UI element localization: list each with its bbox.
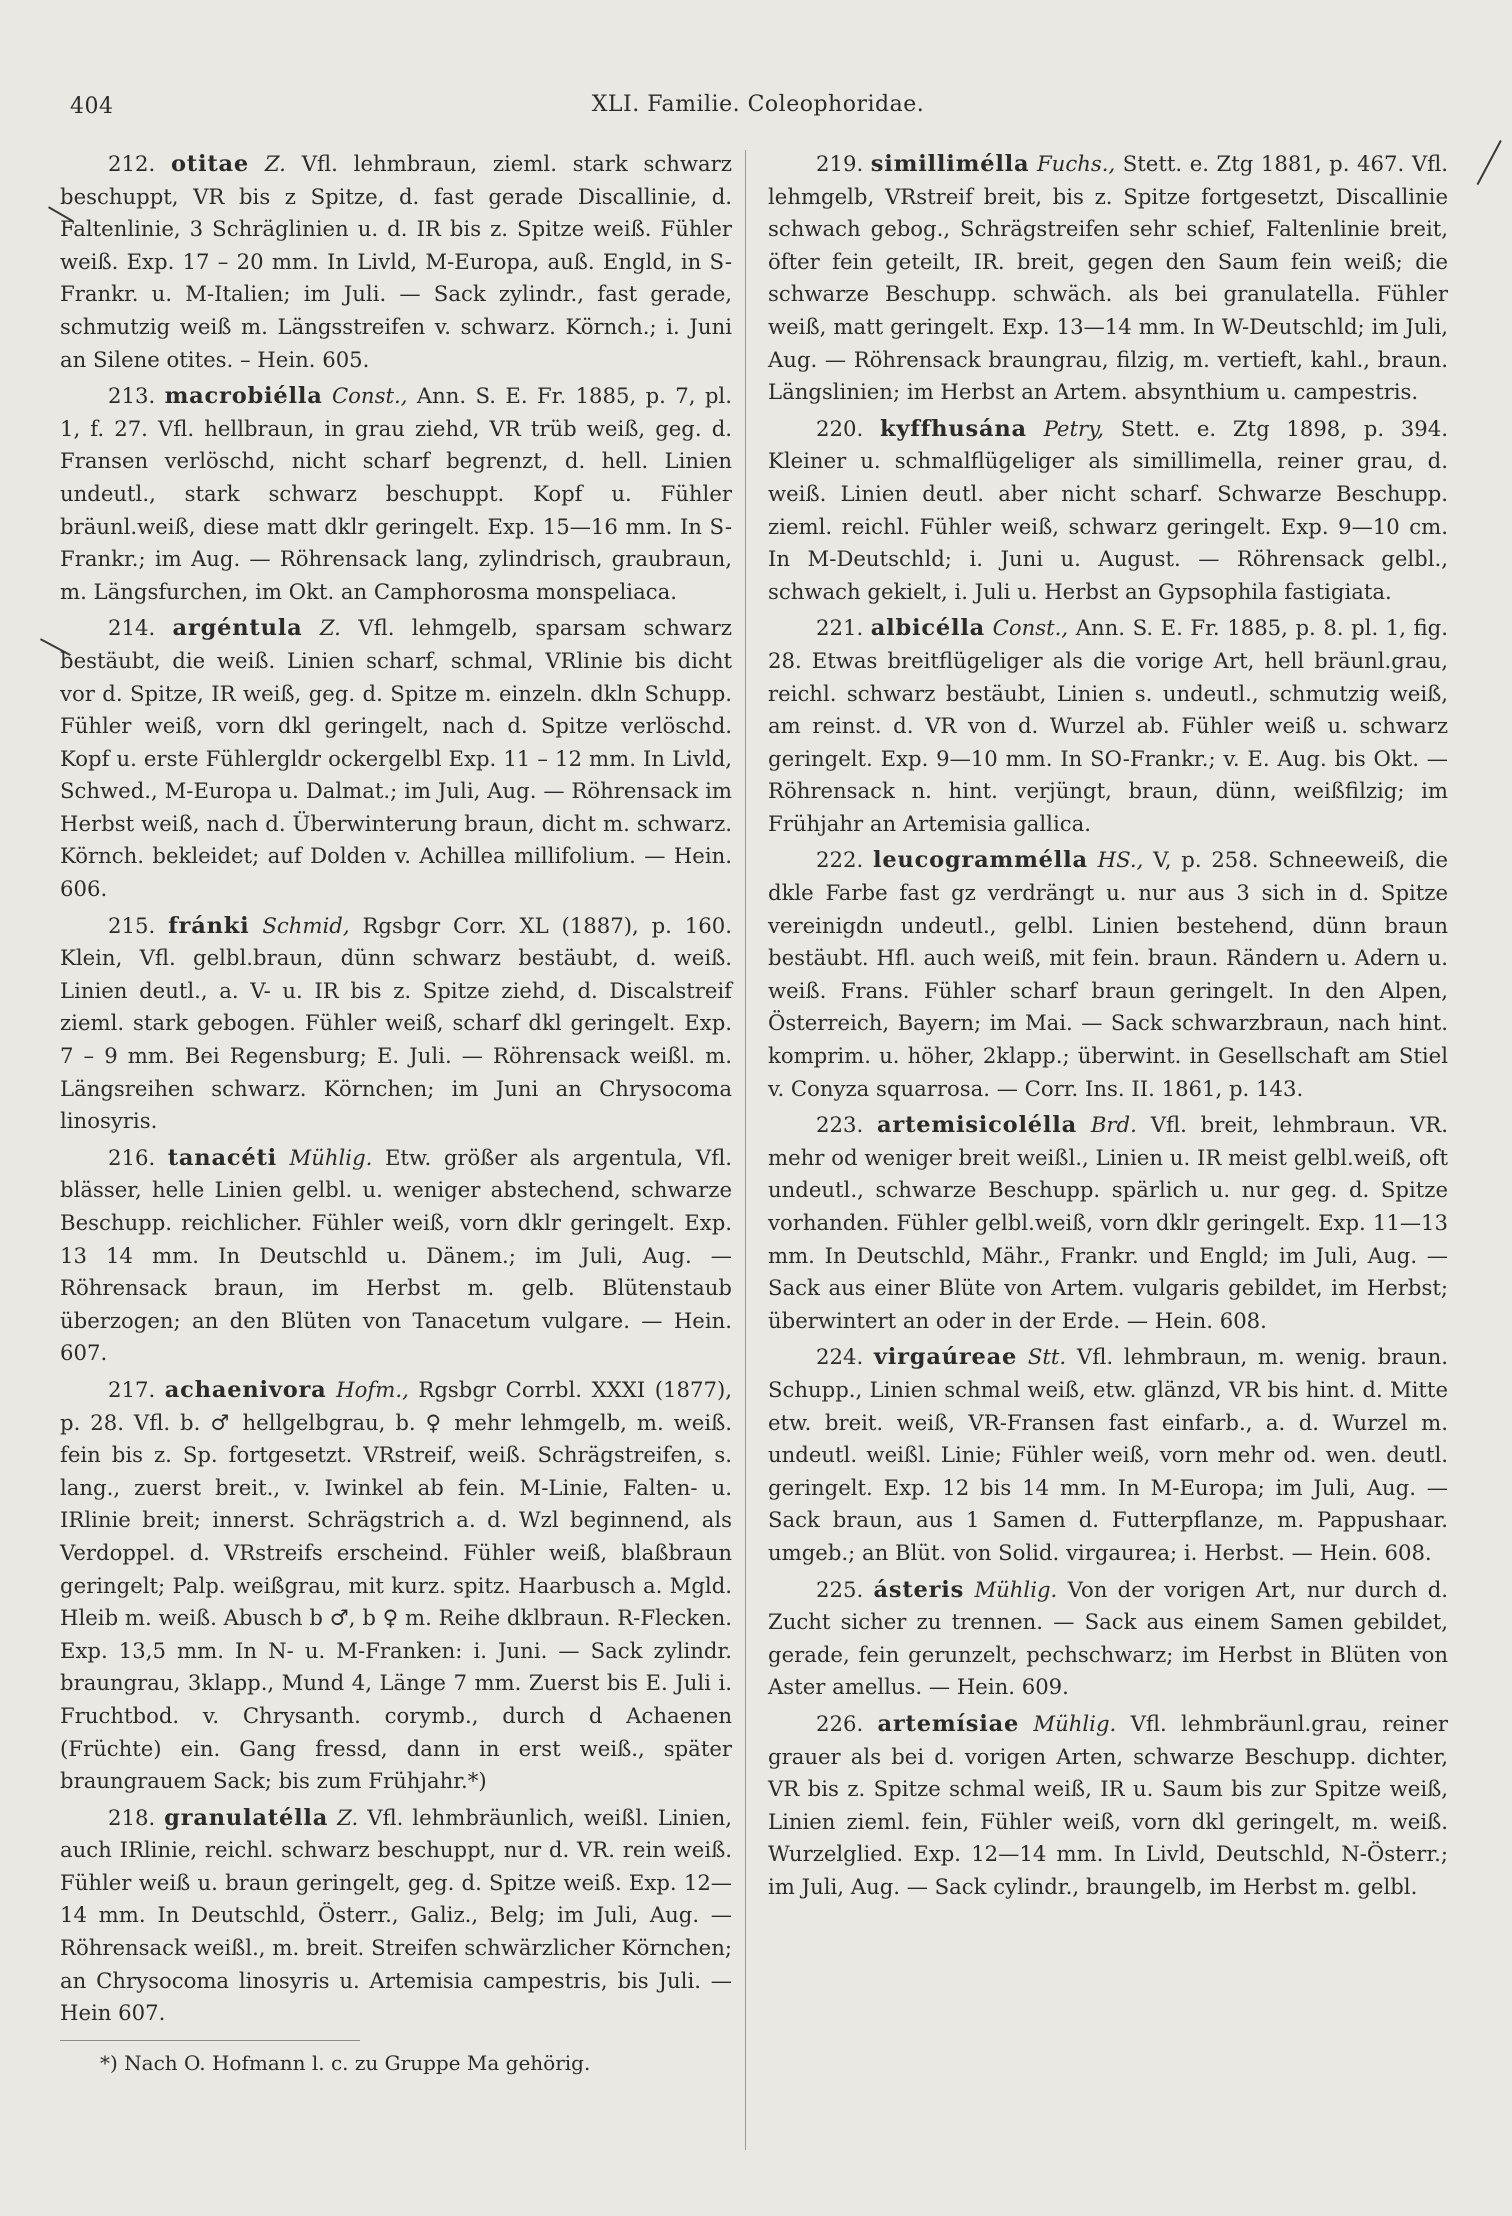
species-entry bbox=[768, 1708, 1448, 1904]
species-number: 224. bbox=[816, 1344, 864, 1370]
species-entry bbox=[768, 1109, 1448, 1337]
species-number: 214. bbox=[108, 615, 156, 641]
species-number: 216. bbox=[108, 1144, 156, 1170]
pencil-tick-mark bbox=[1477, 140, 1502, 185]
species-author: Petry, bbox=[1043, 415, 1104, 441]
species-description: Vfl. lehmgelb, sparsam schwarz bestäubt, die weiß. Linien scharf, schmal, VRlinie bis dicht vor d. Spitze, IR weiß, geg. d. Spitze m. einzeln. dkln Schupp. Fühler weiß, vorn dkl geringelt, nach d. Spitze verlöschd. Kopf u. erste Fühlergldr ockergelbl Exp. 11 – 12 mm. In Livld, Schwed., M-Europa u. Dalmat.; im Juli, Aug. — Röhrensack im Herbst weiß, nach d. Überwinterung braun, dicht m. schwarz. Körnch. bekleidet; auf Dolden v. Achillea millifolium. — Hein. 606. bbox=[60, 615, 732, 902]
species-name: granulatélla bbox=[164, 1804, 329, 1831]
species-name: tanacéti bbox=[167, 1144, 277, 1171]
species-description: Vfl. lehmbraun, zieml. stark schwarz beschuppt, VR bis z Spitze, d. fast gerade Discallinie, d. Faltenlinie, 3 Schräglinien u. d. IR bis z. Spitze weiß. Fühler weiß. Exp. 17 – 20 mm. In Livld, M-Europa, auß. Engld, in S-Frankr. u. M-Italien; im Juli. — Sack zylindr., fast gerade, schmutzig weiß m. Längsstreifen v. schwarz. Körnch.; i. Juni an Silene otites. – Hein. 605. bbox=[60, 151, 732, 372]
footnote: *) Nach O. Hofmann l. c. zu Gruppe Ma gehörig. bbox=[60, 2040, 360, 2080]
species-name: artemisicolélla bbox=[877, 1112, 1077, 1139]
species-author: Schmid, bbox=[262, 912, 350, 938]
species-number: 221. bbox=[816, 615, 864, 641]
column-divider bbox=[745, 150, 746, 2150]
species-author: Z. bbox=[337, 1804, 359, 1830]
species-entry bbox=[768, 1341, 1448, 1569]
page-header bbox=[64, 88, 1452, 128]
species-number: 220. bbox=[816, 415, 864, 441]
species-number: 218. bbox=[108, 1804, 156, 1830]
species-author: Mühlig. bbox=[289, 1144, 373, 1170]
species-entry bbox=[768, 413, 1448, 609]
species-description: Von der vorigen Art, nur durch d. Zucht sicher zu trennen. — Sack aus einem Samen gebildet, gerade, fein gerunzelt, pechschwarz; im Herbst in Blüten von Aster amellus. — Hein. 609. bbox=[768, 1576, 1448, 1700]
species-description: Stett. e. Ztg 1881, p. 467. Vfl. lehmgelb, VRstreif breit, bis z. Spitze fortgesetzt, Discallinie schwach gebog., Schrägstreifen sehr schief, Faltenlinie breit, öfter fein geteilt, IR. breit, gegen den Saum fein weiß; die schwarze Beschupp. schwäch. als bei granulatella. Fühler weiß, matt geringelt. Exp. 13—14 mm. In W-Deutschld; im Juli, Aug. — Röhrensack braungrau, filzig, m. vertieft, kahl., braun. Längslinien; im Herbst an Artem. absynthium u. campestris. bbox=[768, 151, 1448, 405]
species-description: Rgsbgr Corrbl. XXXI (1877), p. 28. Vfl. b. ♂ hellgelbgrau, b. ♀ mehr lehmgelb, m. weiß. fein bis z. Sp. fortgesetzt. VRstreif, weiß. Schrägstreifen, s. lang., zuerst breit., v. Iwinkel ab fein. M-Linie, Falten- u. IRlinie breit; innerst. Schrägstrich a. d. Wzl beginnend, als Verdoppel. d. VRstreifs erscheind. Fühler weiß, blaßbraun geringelt; Palp. weißgrau, mit kurz. spitz. Haarbusch a. Mgld. Hleib m. weiß. Abusch b ♂, b ♀ m. Reihe dklbraun. R-Flecken. Exp. 13,5 mm. In N- u. M-Franken: i. Juni. — Sack zylindr. braungrau, 3klapp., Mund 4, Länge 7 mm. Zuerst bis E. Juli i. Fruchtbod. v. Chrysanth. corymb., durch d Achaenen (Früchte) ein. Gang fressd, dann in erst weiß., später braungrauem Sack; bis zum Frühjahr.*) bbox=[60, 1376, 732, 1794]
species-entry bbox=[60, 148, 732, 376]
species-name: otitae bbox=[170, 151, 250, 177]
species-number: 219. bbox=[816, 151, 864, 176]
species-number: 222. bbox=[816, 847, 864, 873]
species-number: 212. bbox=[108, 151, 156, 176]
species-entry bbox=[768, 1574, 1448, 1704]
species-entry bbox=[768, 612, 1448, 840]
species-author: Const., bbox=[331, 383, 408, 409]
species-name: albicélla bbox=[870, 615, 986, 642]
species-entry bbox=[60, 1802, 732, 2030]
species-description: Vfl. breit, lehmbraun. VR. mehr od weniger breit weißl., Linien u. IR meist gelbl.weiß, oft undeutl., schwarze Beschupp. spärlich u. nur geg. d. Spitze vorhanden. Fühler gelbl.weiß, vorn dklr geringelt. Exp. 11—13 mm. In Deutschld, Mähr., Frankr. und Engld; im Juli, Aug. — Sack aus einer Blüte von Artem. vulgaris gebildet, im Herbst; überwintert an oder in der Erde. — Hein. 608. bbox=[768, 1112, 1448, 1333]
species-description: Vfl. lehmbräunlich, weißl. Linien, auch IRlinie, reichl. schwarz beschuppt, nur d. VR. rein weiß. Fühler weiß u. braun geringelt, geg. d. Spitze weiß. Exp. 12—14 mm. In Deutschld, Österr., Galiz., Belg; im Juli, Aug. — Röhrensack weißl., m. breit. Streifen schwärzlicher Körnchen; an Chrysocoma linosyris u. Artemisia campestris, bis Juli. — Hein 607. bbox=[60, 1804, 732, 2026]
species-entry bbox=[60, 612, 732, 905]
species-author: Hofm., bbox=[336, 1376, 409, 1402]
species-author: Z. bbox=[264, 151, 286, 176]
species-author: Stt. bbox=[1027, 1344, 1067, 1370]
species-name: argéntula bbox=[172, 615, 303, 642]
species-description: Ann. S. E. Fr. 1885, p. 7, pl. 1, f. 27. Vfl. hellbraun, in grau ziehd, VR trüb weiß, geg. d. Fransen verlöschd, nicht scharf begrenzt, d. hell. Linien undeutl., stark schwarz beschuppt. Kopf u. Fühler bräunl.weiß, diese matt dklr geringelt. Exp. 15—16 mm. In S-Frankr.; im Aug. — Röhrensack lang, zylindrisch, graubraun, m. Längsfurchen, im Okt. an Camphorosma monspeliaca. bbox=[60, 383, 732, 604]
species-number: 223. bbox=[816, 1112, 864, 1138]
species-author: HS., bbox=[1097, 847, 1144, 873]
species-number: 215. bbox=[108, 912, 156, 938]
species-number: 225. bbox=[816, 1576, 864, 1602]
species-author: Fuchs., bbox=[1036, 151, 1116, 176]
species-number: 213. bbox=[108, 383, 156, 409]
species-name: simillimélla bbox=[870, 151, 1030, 177]
species-description: Stett. e. Ztg 1898, p. 394. Kleiner u. schmalflügeliger als simillimella, reiner grau, d. weiß. Linien deutl. aber nicht scharf. Schwarze Beschupp. zieml. reichl. Fühler weiß, schwarz geringelt. Exp. 9—10 cm. In M-Deutschld; i. Juni u. August. — Röhrensack gelbl., schwach gekielt, i. Juli u. Herbst an Gypsophila fastigiata. bbox=[768, 415, 1448, 604]
right-column bbox=[768, 148, 1448, 1907]
running-title: XLI. Familie. Coleophoridae. bbox=[591, 92, 925, 117]
species-author: Mühlig. bbox=[1033, 1710, 1117, 1736]
species-description: Vfl. lehmbräunl.grau, reiner grauer als bei d. vorigen Arten, schwarze Beschupp. dichter, VR bis z. Spitze schmal weiß, IR u. Saum bis zur Spitze weiß, Linien zieml. fein, Fühler weiß, vorn dkl geringelt, m. weiß. Wurzelglied. Exp. 12—14 mm. In Livld, Deutschld, N-Österr.; im Juli, Aug. — Sack cylindr., braungelb, im Herbst m. gelbl. bbox=[768, 1710, 1448, 1899]
species-description: Vfl. lehmbraun, m. wenig. braun. Schupp., Linien schmal weiß, etw. glänzd, VR bis hint. d. Mitte etw. breit. weiß, VR-Fransen fast einfarb., a. d. Wurzel m. undeutl. weißl. Linie; Fühler weiß, vorn mehr od. wen. deutl. geringelt. Exp. 12 bis 14 mm. In M-Europa; im Juli, Aug. — Sack braun, aus 1 Samen d. Futterpflanze, m. Pappushaar. umgeb.; an Blüt. von Solid. virgaurea; i. Herbst. — Hein. 608. bbox=[768, 1344, 1448, 1565]
species-number: 226. bbox=[816, 1710, 864, 1736]
species-entry bbox=[60, 1142, 732, 1370]
species-name: kyffhusána bbox=[879, 415, 1027, 442]
species-description: Etw. größer als argentula, Vfl. blässer, helle Linien gelbl. u. weniger abstechend, schwarze Beschupp. reichlicher. Fühler weiß, vorn dklr geringelt. Exp. 13 14 mm. In Deutschld u. Dänem.; im Juli, Aug. — Röhrensack braun, im Herbst m. gelb. Blütenstaub überzogen; an den Blüten von Tanacetum vulgare. — Hein. 607. bbox=[60, 1144, 732, 1366]
species-name: ásteris bbox=[873, 1576, 965, 1603]
species-name: macrobiélla bbox=[164, 383, 323, 410]
species-entry bbox=[60, 380, 732, 608]
species-name: artemísiae bbox=[877, 1710, 1020, 1737]
species-author: Z. bbox=[319, 615, 341, 641]
species-author: Brd. bbox=[1090, 1112, 1137, 1138]
species-entry bbox=[60, 910, 732, 1138]
species-description: V, p. 258. Schneeweiß, die dkle Farbe fast gz verdrängt u. nur aus 3 sich in d. Spitze vereinigdn undeutl., gelbl. Linien bestehend, dünn braun bestäubt. Hfl. auch weiß, mit fein. braun. Rändern u. Adern u. weiß. Frans. Fühler scharf braun geringelt. In den Alpen, Österreich, Bayern; im Mai. — Sack schwarzbraun, nach hint. komprim. u. höher, 2klapp.; überwint. in Gesellschaft am Stiel v. Conyza squarrosa. — Corr. Ins. II. 1861, p. 143. bbox=[768, 847, 1448, 1101]
species-name: leucogrammélla bbox=[872, 847, 1088, 874]
species-author: Mühlig. bbox=[974, 1576, 1058, 1602]
species-entry bbox=[768, 844, 1448, 1105]
species-name: virgaúreae bbox=[873, 1344, 1018, 1371]
species-number: 217. bbox=[108, 1376, 156, 1402]
species-entry bbox=[60, 1374, 732, 1798]
species-author: Const., bbox=[992, 615, 1069, 641]
species-entry bbox=[768, 148, 1448, 409]
page-number: 404 bbox=[70, 94, 114, 119]
species-description: Ann. S. E. Fr. 1885, p. 8. pl. 1, fig. 28. Etwas breitflügeliger als die vorige Art, hell bräunl.grau, reichl. schwarz bestäubt, Linien s. undeutl., schmutzig weiß, am reinst. d. VR von d. Wurzel ab. Fühler weiß u. schwarz geringelt. Exp. 9—10 mm. In SO-Frankr.; v. E. Aug. bis Okt. — Röhrensack n. hint. verjüngt, braun, dünn, weißfilzig; im Frühjahr an Artemisia gallica. bbox=[768, 615, 1448, 836]
species-name: fránki bbox=[168, 912, 250, 939]
left-column bbox=[60, 148, 732, 2099]
species-name: achaenivora bbox=[164, 1376, 327, 1403]
species-description: Rgsbgr Corr. XL (1887), p. 160. Klein, Vfl. gelbl.braun, dünn schwarz bestäubt, d. weiß. Linien deutl., a. V- u. IR bis z. Spitze ziehd, d. Discalstreif zieml. stark gebogen. Fühler weiß, scharf dkl geringelt. Exp. 7 – 9 mm. Bei Regensburg; E. Juli. — Röhrensack weißl. m. Längsreihen schwarz. Körnchen; im Juni an Chrysocoma linosyris. bbox=[60, 912, 732, 1134]
